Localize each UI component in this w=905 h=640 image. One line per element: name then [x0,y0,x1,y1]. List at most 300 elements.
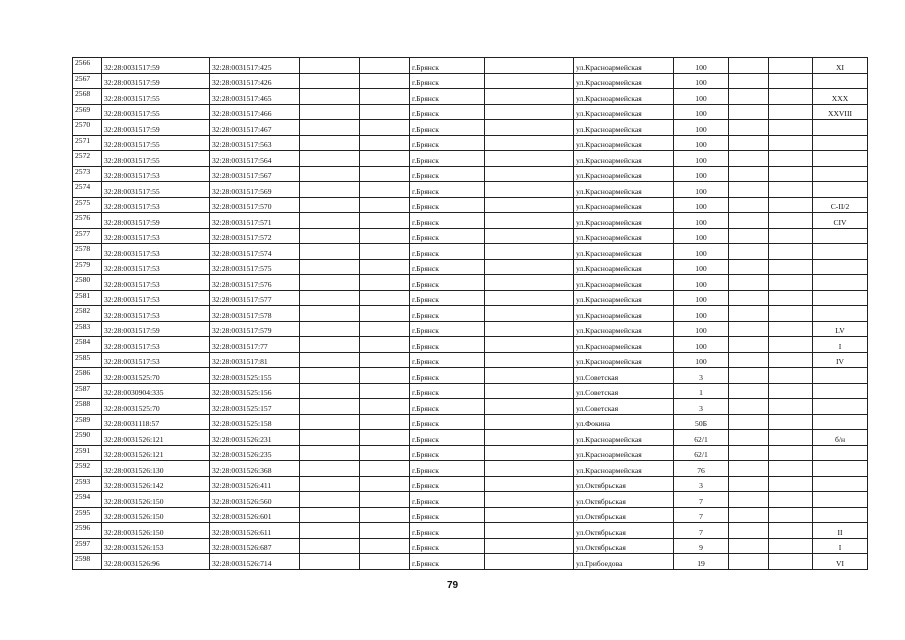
empty-cell [769,89,813,105]
empty-cell [300,492,360,508]
table-row [73,337,868,353]
cadastral-parcel: 32:28:0031517:53 [102,290,210,306]
empty-cell [729,399,769,415]
house-cell: 100 [674,120,729,136]
empty-cell [769,414,813,430]
street-cell: ул.Красноармейская [574,182,674,198]
cadastral-object: 32:28:0031526:560 [210,492,300,508]
row-number: 2571 [73,135,102,151]
empty-cell [485,306,574,322]
cadastral-object: 32:28:0031526:687 [210,538,300,554]
empty-cell [300,476,360,492]
street-cell: ул.Красноармейская [574,120,674,136]
empty-cell [360,554,410,570]
empty-cell [360,414,410,430]
cadastral-parcel: 32:28:0031526:150 [102,523,210,539]
cadastral-object: 32:28:0031517:572 [210,228,300,244]
premises-number-cell: XXVIII [813,104,868,120]
empty-cell [360,228,410,244]
empty-cell [485,430,574,446]
empty-cell [769,368,813,384]
empty-cell [485,554,574,570]
empty-cell [769,507,813,523]
premises-number-cell [813,368,868,384]
table-row [73,213,868,229]
empty-cell [769,120,813,136]
house-cell: 62/1 [674,430,729,446]
cadastral-parcel: 32:28:0031118:57 [102,414,210,430]
premises-number-cell [813,306,868,322]
empty-cell [360,430,410,446]
row-number: 2579 [73,259,102,275]
row-number: 2594 [73,492,102,508]
row-number: 2596 [73,523,102,539]
premises-number-cell [813,166,868,182]
house-cell: 100 [674,182,729,198]
empty-cell [485,507,574,523]
premises-number-cell [813,151,868,167]
city-cell: г.Брянск [410,414,485,430]
city-cell: г.Брянск [410,259,485,275]
cadastral-parcel: 32:28:0031526:121 [102,430,210,446]
street-cell: ул.Красноармейская [574,290,674,306]
empty-cell [729,58,769,74]
city-cell: г.Брянск [410,476,485,492]
empty-cell [360,135,410,151]
empty-cell [300,166,360,182]
house-cell: 9 [674,538,729,554]
city-cell: г.Брянск [410,492,485,508]
cadastral-parcel: 32:28:0031517:53 [102,228,210,244]
empty-cell [300,259,360,275]
empty-cell [300,461,360,477]
empty-cell [485,58,574,74]
row-number: 2586 [73,368,102,384]
empty-cell [360,538,410,554]
city-cell: г.Брянск [410,430,485,446]
table-row [73,461,868,477]
empty-cell [485,259,574,275]
cadastral-parcel: 32:28:0031517:53 [102,337,210,353]
city-cell: г.Брянск [410,182,485,198]
empty-cell [300,383,360,399]
empty-cell [769,73,813,89]
table-row [73,259,868,275]
house-cell: 62/1 [674,445,729,461]
house-cell: 19 [674,554,729,570]
house-cell: 100 [674,290,729,306]
house-cell: 100 [674,135,729,151]
empty-cell [485,244,574,260]
house-cell: 1 [674,383,729,399]
street-cell: ул.Красноармейская [574,337,674,353]
cadastral-object: 32:28:0031526:231 [210,430,300,446]
empty-cell [769,352,813,368]
row-number: 2570 [73,120,102,136]
premises-number-cell: XXX [813,89,868,105]
table-row [73,476,868,492]
empty-cell [729,290,769,306]
cadastral-parcel: 32:28:0031525:70 [102,368,210,384]
table-row [73,73,868,89]
cadastral-parcel: 32:28:0031517:59 [102,73,210,89]
table-row [73,135,868,151]
street-cell: ул.Красноармейская [574,461,674,477]
city-cell: г.Брянск [410,554,485,570]
empty-cell [769,244,813,260]
table-row [73,197,868,213]
city-cell: г.Брянск [410,58,485,74]
empty-cell [729,197,769,213]
empty-cell [729,321,769,337]
cadastral-parcel: 32:28:0031517:59 [102,321,210,337]
empty-cell [360,197,410,213]
street-cell: ул.Красноармейская [574,89,674,105]
premises-number-cell [813,73,868,89]
empty-cell [729,445,769,461]
cadastral-parcel: 32:28:0031517:59 [102,120,210,136]
empty-cell [300,538,360,554]
empty-cell [360,104,410,120]
table-row [73,352,868,368]
empty-cell [729,523,769,539]
row-number: 2584 [73,337,102,353]
empty-cell [360,259,410,275]
street-cell: ул.Красноармейская [574,321,674,337]
empty-cell [485,492,574,508]
city-cell: г.Брянск [410,275,485,291]
table-row [73,120,868,136]
row-number: 2575 [73,197,102,213]
street-cell: ул.Красноармейская [574,306,674,322]
table-row [73,554,868,570]
premises-number-cell [813,228,868,244]
page-number: 79 [446,580,459,591]
cadastral-parcel: 32:28:0031517:59 [102,58,210,74]
street-cell: ул.Красноармейская [574,275,674,291]
premises-number-cell [813,399,868,415]
empty-cell [300,306,360,322]
empty-cell [300,352,360,368]
row-number: 2595 [73,507,102,523]
street-cell: ул.Красноармейская [574,73,674,89]
empty-cell [300,399,360,415]
empty-cell [360,321,410,337]
city-cell: г.Брянск [410,104,485,120]
empty-cell [729,166,769,182]
street-cell: ул.Красноармейская [574,58,674,74]
empty-cell [729,476,769,492]
empty-cell [769,151,813,167]
empty-cell [769,321,813,337]
empty-cell [729,554,769,570]
premises-number-cell [813,120,868,136]
empty-cell [769,337,813,353]
cadastral-parcel: 32:28:0031525:70 [102,399,210,415]
cadastral-parcel: 32:28:0031526:121 [102,445,210,461]
street-cell: ул.Красноармейская [574,135,674,151]
cadastral-object: 32:28:0031526:714 [210,554,300,570]
table-row [73,538,868,554]
cadastral-parcel: 32:28:0031517:55 [102,135,210,151]
cadastral-object: 32:28:0031517:579 [210,321,300,337]
house-cell: 100 [674,321,729,337]
empty-cell [300,73,360,89]
empty-cell [485,228,574,244]
empty-cell [300,337,360,353]
cadastral-object: 32:28:0031517:465 [210,89,300,105]
table-row [73,89,868,105]
street-cell: ул.Красноармейская [574,259,674,275]
empty-cell [769,228,813,244]
empty-cell [300,554,360,570]
empty-cell [729,352,769,368]
empty-cell [769,523,813,539]
empty-cell [300,151,360,167]
empty-cell [769,259,813,275]
street-cell: ул.Грибоедова [574,554,674,570]
empty-cell [769,213,813,229]
city-cell: г.Брянск [410,461,485,477]
empty-cell [300,135,360,151]
empty-cell [300,58,360,74]
row-number: 2583 [73,321,102,337]
row-number: 2567 [73,73,102,89]
empty-cell [485,290,574,306]
registry-rows [73,58,868,570]
empty-cell [485,414,574,430]
empty-cell [300,182,360,198]
row-number: 2581 [73,290,102,306]
cadastral-parcel: 32:28:0031526:130 [102,461,210,477]
empty-cell [769,166,813,182]
empty-cell [485,213,574,229]
empty-cell [360,120,410,136]
city-cell: г.Брянск [410,399,485,415]
empty-cell [300,414,360,430]
premises-number-cell: I [813,538,868,554]
row-number: 2569 [73,104,102,120]
empty-cell [485,461,574,477]
row-number: 2593 [73,476,102,492]
city-cell: г.Брянск [410,89,485,105]
city-cell: г.Брянск [410,290,485,306]
city-cell: г.Брянск [410,507,485,523]
city-cell: г.Брянск [410,445,485,461]
house-cell: 3 [674,476,729,492]
empty-cell [300,275,360,291]
empty-cell [360,58,410,74]
house-cell: 3 [674,399,729,415]
cadastral-object: 32:28:0031526:235 [210,445,300,461]
city-cell: г.Брянск [410,197,485,213]
house-cell: 7 [674,507,729,523]
table-row [73,507,868,523]
empty-cell [769,383,813,399]
empty-cell [360,73,410,89]
house-cell: 100 [674,306,729,322]
table-row [73,321,868,337]
cadastral-parcel: 32:28:0031517:53 [102,197,210,213]
empty-cell [360,523,410,539]
cadastral-object: 32:28:0031517:426 [210,73,300,89]
street-cell: ул.Октябрьская [574,492,674,508]
cadastral-object: 32:28:0031517:77 [210,337,300,353]
empty-cell [360,337,410,353]
cadastral-parcel: 32:28:0031517:55 [102,104,210,120]
street-cell: ул.Красноармейская [574,352,674,368]
house-cell: 7 [674,492,729,508]
premises-number-cell: VI [813,554,868,570]
row-number: 2588 [73,399,102,415]
empty-cell [729,337,769,353]
cadastral-object: 32:28:0031525:157 [210,399,300,415]
city-cell: г.Брянск [410,120,485,136]
row-number: 2587 [73,383,102,399]
house-cell: 100 [674,151,729,167]
cadastral-object: 32:28:0031517:571 [210,213,300,229]
cadastral-parcel: 32:28:0031517:53 [102,352,210,368]
table-row [73,430,868,446]
empty-cell [769,182,813,198]
empty-cell [485,352,574,368]
house-cell: 7 [674,523,729,539]
house-cell: 100 [674,275,729,291]
empty-cell [729,104,769,120]
empty-cell [485,383,574,399]
city-cell: г.Брянск [410,383,485,399]
empty-cell [360,492,410,508]
cadastral-object: 32:28:0031517:564 [210,151,300,167]
cadastral-parcel: 32:28:0031517:53 [102,275,210,291]
row-number: 2592 [73,461,102,477]
table-row [73,275,868,291]
empty-cell [769,399,813,415]
cadastral-parcel: 32:28:0031526:96 [102,554,210,570]
row-number: 2574 [73,182,102,198]
cadastral-parcel: 32:28:0031517:55 [102,182,210,198]
street-cell: ул.Красноармейская [574,151,674,167]
empty-cell [300,228,360,244]
row-number: 2598 [73,554,102,570]
empty-cell [769,538,813,554]
street-cell: ул.Советская [574,368,674,384]
empty-cell [485,538,574,554]
street-cell: ул.Советская [574,399,674,415]
street-cell: ул.Октябрьская [574,507,674,523]
cadastral-object: 32:28:0031517:81 [210,352,300,368]
cadastral-object: 32:28:0031517:577 [210,290,300,306]
premises-number-cell [813,383,868,399]
empty-cell [300,445,360,461]
empty-cell [360,445,410,461]
premises-number-cell [813,476,868,492]
cadastral-parcel: 32:28:0031526:150 [102,492,210,508]
street-cell: ул.Красноармейская [574,197,674,213]
table-row [73,228,868,244]
table-row [73,182,868,198]
empty-cell [300,213,360,229]
empty-cell [729,461,769,477]
cadastral-parcel: 32:28:0031517:55 [102,151,210,167]
empty-cell [729,507,769,523]
empty-cell [300,368,360,384]
house-cell: 3 [674,368,729,384]
table-row [73,383,868,399]
premises-number-cell [813,461,868,477]
empty-cell [485,197,574,213]
table-row [73,414,868,430]
row-number: 2582 [73,306,102,322]
row-number: 2576 [73,213,102,229]
empty-cell [729,182,769,198]
empty-cell [769,445,813,461]
premises-number-cell: II [813,523,868,539]
empty-cell [485,104,574,120]
house-cell: 100 [674,213,729,229]
empty-cell [360,383,410,399]
table-row [73,244,868,260]
street-cell: ул.Октябрьская [574,476,674,492]
street-cell: ул.Красноармейская [574,213,674,229]
empty-cell [485,476,574,492]
empty-cell [485,120,574,136]
city-cell: г.Брянск [410,73,485,89]
premises-number-cell: I [813,337,868,353]
row-number: 2580 [73,275,102,291]
row-number: 2591 [73,445,102,461]
cadastral-object: 32:28:0031526:601 [210,507,300,523]
empty-cell [485,523,574,539]
empty-cell [360,476,410,492]
house-cell: 100 [674,104,729,120]
empty-cell [729,306,769,322]
empty-cell [729,213,769,229]
table-row [73,58,868,74]
row-number: 2572 [73,151,102,167]
house-cell: 100 [674,337,729,353]
table-row [73,492,868,508]
city-cell: г.Брянск [410,151,485,167]
street-cell: ул.Красноармейская [574,228,674,244]
house-cell: 100 [674,73,729,89]
house-cell: 100 [674,352,729,368]
street-cell: ул.Фокина [574,414,674,430]
cadastral-parcel: 32:28:0031526:153 [102,538,210,554]
empty-cell [485,182,574,198]
empty-cell [729,120,769,136]
registry-table [72,57,868,570]
empty-cell [360,151,410,167]
empty-cell [485,399,574,415]
house-cell: 100 [674,259,729,275]
empty-cell [729,368,769,384]
street-cell: ул.Октябрьская [574,523,674,539]
street-cell: ул.Красноармейская [574,430,674,446]
empty-cell [300,507,360,523]
empty-cell [729,228,769,244]
empty-cell [360,399,410,415]
city-cell: г.Брянск [410,538,485,554]
table-row [73,104,868,120]
house-cell: 100 [674,228,729,244]
cadastral-parcel: 32:28:0031517:53 [102,259,210,275]
empty-cell [300,197,360,213]
empty-cell [729,151,769,167]
empty-cell [769,461,813,477]
house-cell: 100 [674,89,729,105]
empty-cell [485,135,574,151]
